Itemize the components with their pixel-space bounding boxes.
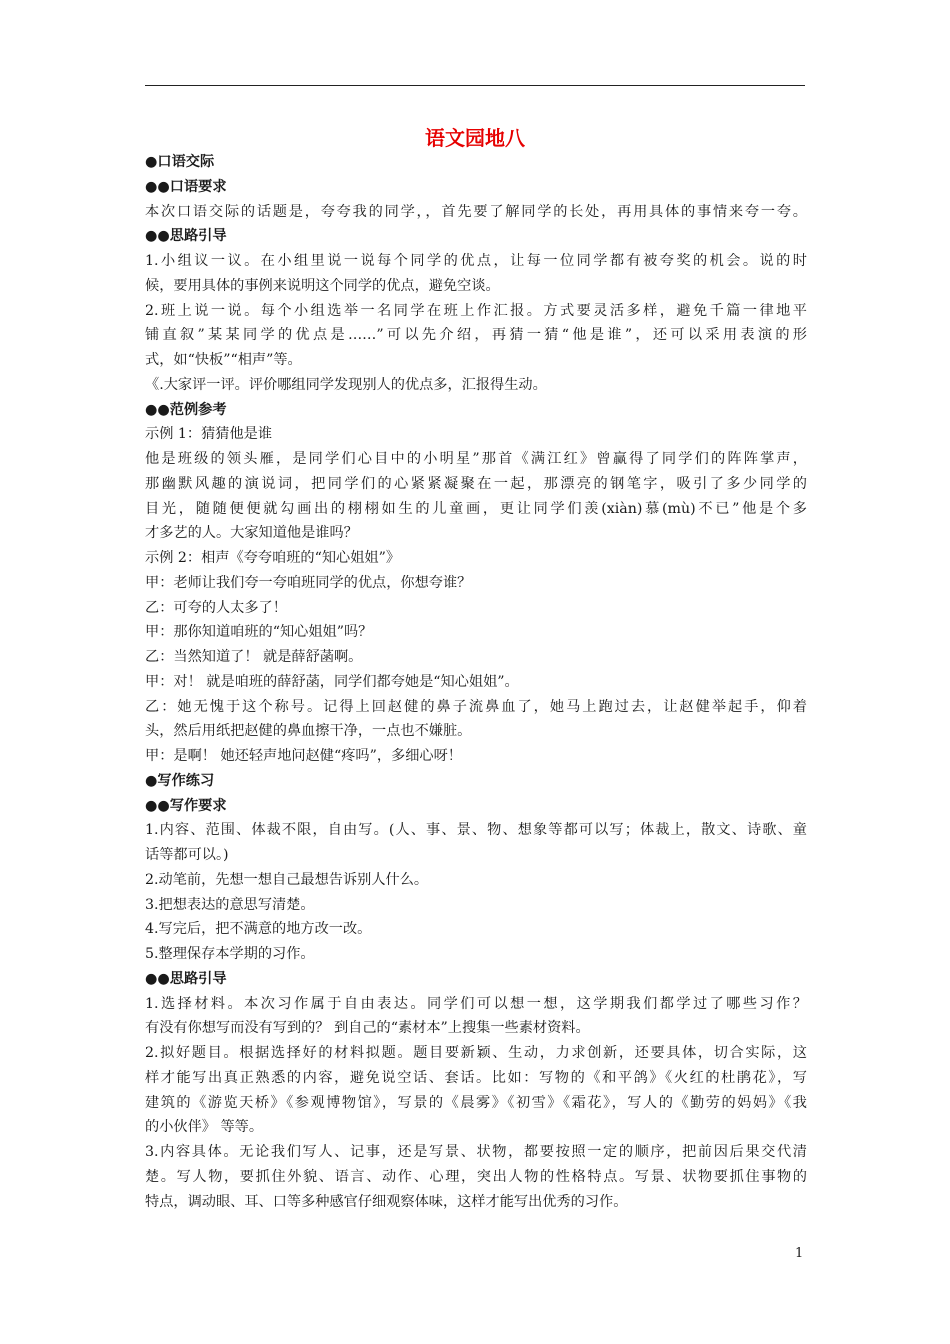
- text-line: 示例 1：猜猜他是谁: [145, 426, 273, 443]
- text-line: 3.内容具体。无论我们写人、记事，还是写景、状物，都要按照一定的顺序，把前因后果交代清: [145, 1144, 807, 1160]
- text-line: 乙：她无愧于这个称号。记得上回赵健的鼻子流鼻血了，她马上跑过去，让赵健举起手，仰着: [145, 698, 807, 715]
- section-heading: ●●写作要求: [145, 797, 227, 814]
- text-line: 5.整理保存本学期的习作。: [145, 946, 315, 962]
- text-line: 有没有你想写而没有写到的？ 到自己的“素材本”上搜集一些素材资料。: [145, 1020, 590, 1037]
- text-line: 那幽默风趣的演说词，把同学们的心紧紧凝聚在一起，那漂亮的钢笔字，吸引了多少同学的: [145, 475, 807, 492]
- text-line: 样才能写出真正熟悉的内容，避免说空话、套话。比如：写物的《和平鸽》《火红的杜鹃花》，写: [145, 1069, 807, 1086]
- text-line: 甲：是啊！ 她还轻声地问赵健“疼吗”，多细心呀！: [145, 748, 462, 764]
- text-line: 目光，随随便便就勾画出的栩栩如生的儿童画，更让同学们羡(xiàn)慕(mù)不已”他是个多: [145, 500, 807, 517]
- text-line: 1.小组议一议。在小组里说一说每个同学的优点，让每一位同学都有被夸奖的机会。说的时: [145, 253, 807, 269]
- text-line: 3.把想表达的意思写清楚。: [145, 896, 315, 913]
- text-line: 乙：可夸的人太多了！: [145, 599, 287, 616]
- text-line: 式，如“快板”“相声”等。: [145, 352, 302, 368]
- text-line: 楚。写人物，要抓住外貌、语言、动作、心理，突出人物的性格特点。写景、状物要抓住事物的: [145, 1168, 807, 1185]
- text-line: 4.写完后，把不满意的地方改一改。: [145, 921, 372, 938]
- section-heading: ●●范例参考: [145, 401, 227, 418]
- text-line: 1.内容、范围、体裁不限，自由写。(人、事、景、物、想象等都可以写；体裁上，散文、诗歌、童: [145, 822, 807, 839]
- section-heading: ●●思路引导: [145, 970, 227, 987]
- page-number: 1: [795, 1246, 804, 1261]
- text-line: 2.班上说一说。每个小组选举一名同学在班上作汇报。方式要灵活多样，避免千篇一律地平: [145, 302, 807, 319]
- text-line: 才多艺的人。大家知道他是谁吗？: [145, 525, 358, 542]
- text-line: 他是班级的领头雁，是同学们心目中的小明星”那首《满江红》曾赢得了同学们的阵阵掌声，: [145, 451, 807, 467]
- text-line: 铺直叙”某某同学的优点是……”可以先介绍，再猜一猜“他是谁”，还可以采用表演的形: [145, 327, 807, 344]
- text-line: 建筑的《游览天桥》《参观博物馆》，写景的《晨雾》《初雪》《霜花》，写人的《勤劳的妈妈》《我: [145, 1094, 807, 1111]
- text-line: 1.选择材料。本次习作属于自由表达。同学们可以想一想，这学期我们都学过了哪些习作？: [145, 995, 807, 1012]
- text-line: 本次口语交际的话题是，夸夸我的同学，，首先要了解同学的长处，再用具体的事情来夸一夸。: [145, 203, 807, 220]
- text-line: 甲：对！ 就是咱班的薛舒菡，同学们都夸她是“知心姐姐”。: [145, 673, 519, 690]
- text-line: 示例 2：相声《夸夸咱班的“知心姐姐”》: [145, 550, 401, 566]
- text-line: 甲：老师让我们夸一夸咱班同学的优点，你想夸谁？: [145, 574, 472, 591]
- text-line: 话等都可以。): [145, 847, 229, 863]
- text-line: 《.大家评一评。评价哪组同学发现别人的优点多，汇报得生动。: [145, 376, 547, 393]
- section-heading: ●●口语要求: [145, 178, 227, 195]
- page-title: 语文园地八: [425, 126, 525, 150]
- text-line: 特点，调动眼、耳、口等多种感官仔细观察体味，这样才能写出优秀的习作。: [145, 1193, 628, 1210]
- section-heading: ●口语交际: [145, 154, 215, 170]
- text-line: 乙：当然知道了！ 就是薛舒菡啊。: [145, 649, 363, 665]
- text-line: 头，然后用纸把赵健的鼻血擦干净，一点也不嫌脏。: [145, 723, 472, 740]
- text-line: 甲：那你知道咱班的“知心姐姐”吗？: [145, 624, 373, 641]
- text-line: 的小伙伴》 等等。: [145, 1119, 264, 1136]
- text-line: 2.拟好题目。根据选择好的材料拟题。题目要新颖、生动，力求创新，还要具体，切合实际，这: [145, 1045, 807, 1061]
- section-heading: ●●思路引导: [145, 228, 227, 245]
- document-body: [145, 150, 807, 1214]
- text-line: 候，要用具体的事例来说明这个同学的优点，避免空谈。: [145, 277, 500, 294]
- text-line: 2.动笔前，先想一想自己最想告诉别人什么。: [145, 871, 429, 888]
- section-heading: ●写作练习: [145, 772, 215, 789]
- header-rule: [145, 85, 805, 86]
